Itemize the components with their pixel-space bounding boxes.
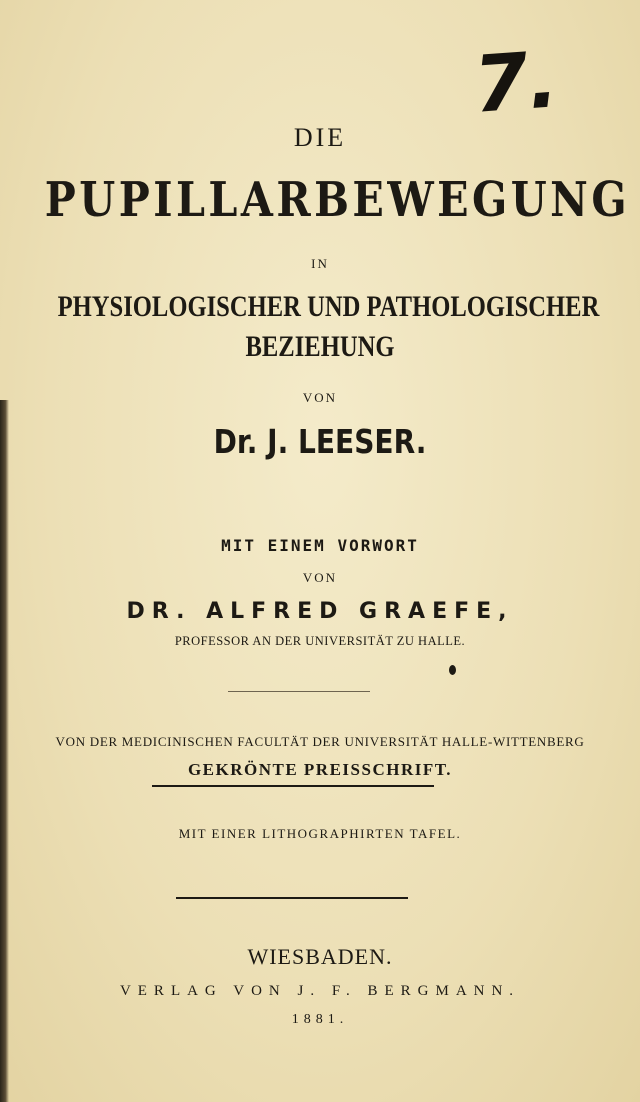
title-preposition: IN (311, 256, 329, 271)
subtitle-line-1: PHYSIOLOGISCHER UND PATHOLOGISCHER (57, 290, 600, 323)
foreword-von: VON (302, 570, 338, 585)
prize-label: GEKRÖNTE PREISSCHRIFT. (187, 760, 453, 779)
imprint-rule (176, 897, 408, 899)
faculty-line: VON DER MEDICINISCHEN FACULTÄT DER UNIVERSITÄT HALLE-WITTENBERG (55, 734, 585, 749)
imprint-city: WIESBADEN. (247, 944, 393, 969)
foreword-heading: MIT EINEM VORWORT (221, 536, 419, 555)
author-name: Dr. J. LEESER. (213, 422, 427, 461)
foreword-author: DR. ALFRED GRAEFE, (126, 599, 514, 624)
plate-note: MIT EINER LITHOGRAPHIRTEN TAFEL. (178, 826, 462, 841)
title-article: DIE (293, 123, 347, 152)
author-von: VON (302, 390, 338, 405)
ink-spot (449, 665, 456, 675)
subtitle-line-2: BEZIEHUNG (245, 330, 395, 363)
shelfmark-number: 7. (470, 35, 561, 131)
main-title: PUPILLARBEWEGUNG (44, 172, 631, 228)
foreword-author-title: PROFESSOR AN DER UNIVERSITÄT ZU HALLE. (174, 634, 466, 648)
imprint-publisher: VERLAG VON J. F. BERGMANN. (119, 983, 521, 999)
imprint-year: 1881. (291, 1012, 349, 1027)
prize-underline (152, 785, 434, 787)
divider-rule (228, 691, 370, 692)
